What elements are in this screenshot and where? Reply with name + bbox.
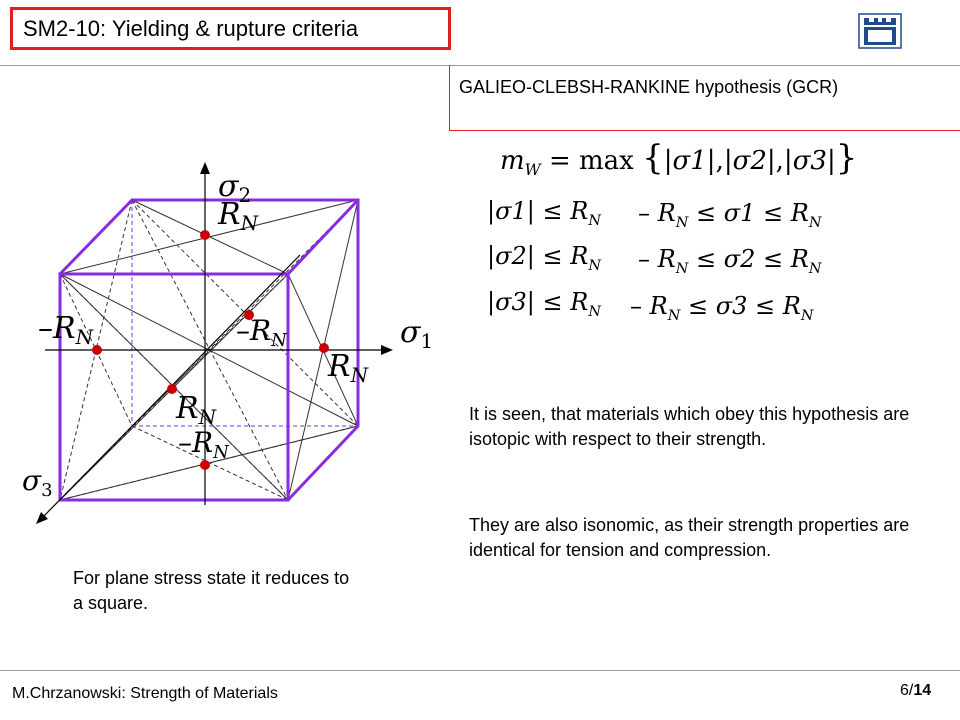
eq-row-1-le-b: ≤ [762, 199, 784, 227]
eq-row-3-neg: – R [630, 292, 668, 320]
eq-main-brace-close: } [835, 138, 858, 178]
paragraph-isonomic: They are also isonomic, as their strength properties are identical for tension and compression. [469, 515, 910, 560]
eq-row-2-mid: σ2 [723, 245, 756, 273]
eq-main-brace-open: { [642, 138, 664, 178]
eq-row-1-abs: $|\sigma 1| \le R_N$ [487, 197, 601, 229]
university-logo-icon [858, 13, 902, 49]
eq-row-1-mid: σ1 [723, 199, 756, 227]
eq-row-1-R2-sub: N [808, 214, 822, 231]
label-negRN-bottom: $-R_N$ [178, 426, 229, 463]
main-equation: $m_W = \max \{|\sigma 1|,|\sigma 2|,|\sigma 3|\}$ [500, 138, 858, 180]
eq-row-3-R: R [570, 288, 589, 316]
eq-main-lhs: m [500, 146, 525, 176]
eq-row-1-R2: R [790, 199, 809, 227]
eq-row-3-abs-term: σ3 [495, 288, 527, 316]
eq-row-1-range [638, 199, 821, 231]
eq-row-3-mid: σ3 [715, 292, 748, 320]
label-RN-top: $R_N$ [218, 197, 259, 235]
hypothesis-title: GALIEO-CLEBSH-RANKINE hypothesis (GCR) [459, 77, 839, 97]
eq-main-term-1: σ1 [672, 146, 707, 176]
page-current: 6 [900, 682, 909, 699]
slide-title: SM2-10: Yielding & rupture criteria [23, 16, 359, 41]
label-sigma2: $\sigma_2$ [218, 169, 252, 207]
eq-row-3-neg-sub: N [667, 307, 681, 324]
page-total: 14 [913, 682, 932, 699]
eq-row-2-le-a: ≤ [695, 245, 717, 273]
sigma2-arrow-icon [200, 162, 210, 174]
eq-main-op: = max [548, 146, 634, 176]
eq-row-2-range [638, 245, 821, 277]
eq-row-2-abs-term: σ2 [495, 242, 527, 270]
eq-row-1-le-a: ≤ [695, 199, 717, 227]
label-RN-right: $R_N$ [328, 349, 369, 387]
page-separator: / [908, 682, 914, 699]
title-box [10, 7, 451, 50]
eq-main-sep-2: , [775, 146, 784, 176]
eq-row-1-neg: – R [638, 199, 676, 227]
label-sigma1: $\sigma_1$ [400, 315, 434, 353]
eq-main-term-3: σ3 [792, 146, 827, 176]
point-sigma1-neg [92, 345, 102, 355]
eq-row-2-abs: $|\sigma 2| \le R_N$ [487, 242, 601, 274]
eq-row-2-R-sub: N [588, 257, 601, 274]
label-sigma3: $\sigma_3$ [22, 464, 53, 501]
eq-row-1-neg-sub: N [675, 214, 689, 231]
point-sigma2-neg [200, 460, 210, 470]
eq-row-1-R: R [570, 197, 589, 225]
point-sigma2-pos [200, 230, 210, 240]
footer-divider [0, 670, 960, 671]
eq-row-3-R2: R [782, 292, 801, 320]
footer-author: M.Chrzanowski: Strength of Materials [12, 685, 278, 702]
eq-row-2-neg-sub: N [675, 260, 689, 277]
gcr-cube-diagram [0, 140, 450, 530]
eq-row-2-le-b: ≤ [762, 245, 784, 273]
eq-row-3-le-a: ≤ [687, 292, 709, 320]
plane-stress-note: For plane stress state it reduces to a square. [73, 568, 350, 613]
eq-row-2-R: R [570, 242, 589, 270]
eq-row-1-abs-term: σ1 [495, 197, 527, 225]
eq-row-1-le: ≤ [542, 197, 563, 225]
paragraph-isotropic: It is seen, that materials which obey this hypothesis are isotopic with respect to their strength. [469, 404, 910, 449]
sigma1-arrow-icon [381, 345, 393, 355]
eq-main-lhs-sub: W [524, 161, 541, 180]
eq-row-1-R-sub: N [588, 212, 601, 229]
hypothesis-box [449, 65, 960, 131]
label-negRN-back: $-R_N$ [236, 314, 287, 351]
eq-main-term-2: σ2 [732, 146, 767, 176]
eq-row-3-le: ≤ [542, 288, 563, 316]
eq-row-3-R2-sub: N [800, 307, 814, 324]
page-number [900, 682, 931, 700]
eq-main-sep-1: , [715, 146, 724, 176]
eq-row-2-R2-sub: N [808, 260, 822, 277]
eq-row-2-neg: – R [638, 245, 676, 273]
eq-row-2-le: ≤ [542, 242, 563, 270]
eq-row-3-le-b: ≤ [754, 292, 776, 320]
eq-row-2-R2: R [790, 245, 809, 273]
label-RN-front: $R_N$ [176, 391, 217, 429]
eq-row-3-abs: $|\sigma 3| \le R_N$ [487, 288, 601, 320]
eq-row-3-R-sub: N [588, 303, 601, 320]
eq-row-3-range [630, 292, 813, 324]
label-negRN-left: $-R_N$ [38, 311, 94, 349]
